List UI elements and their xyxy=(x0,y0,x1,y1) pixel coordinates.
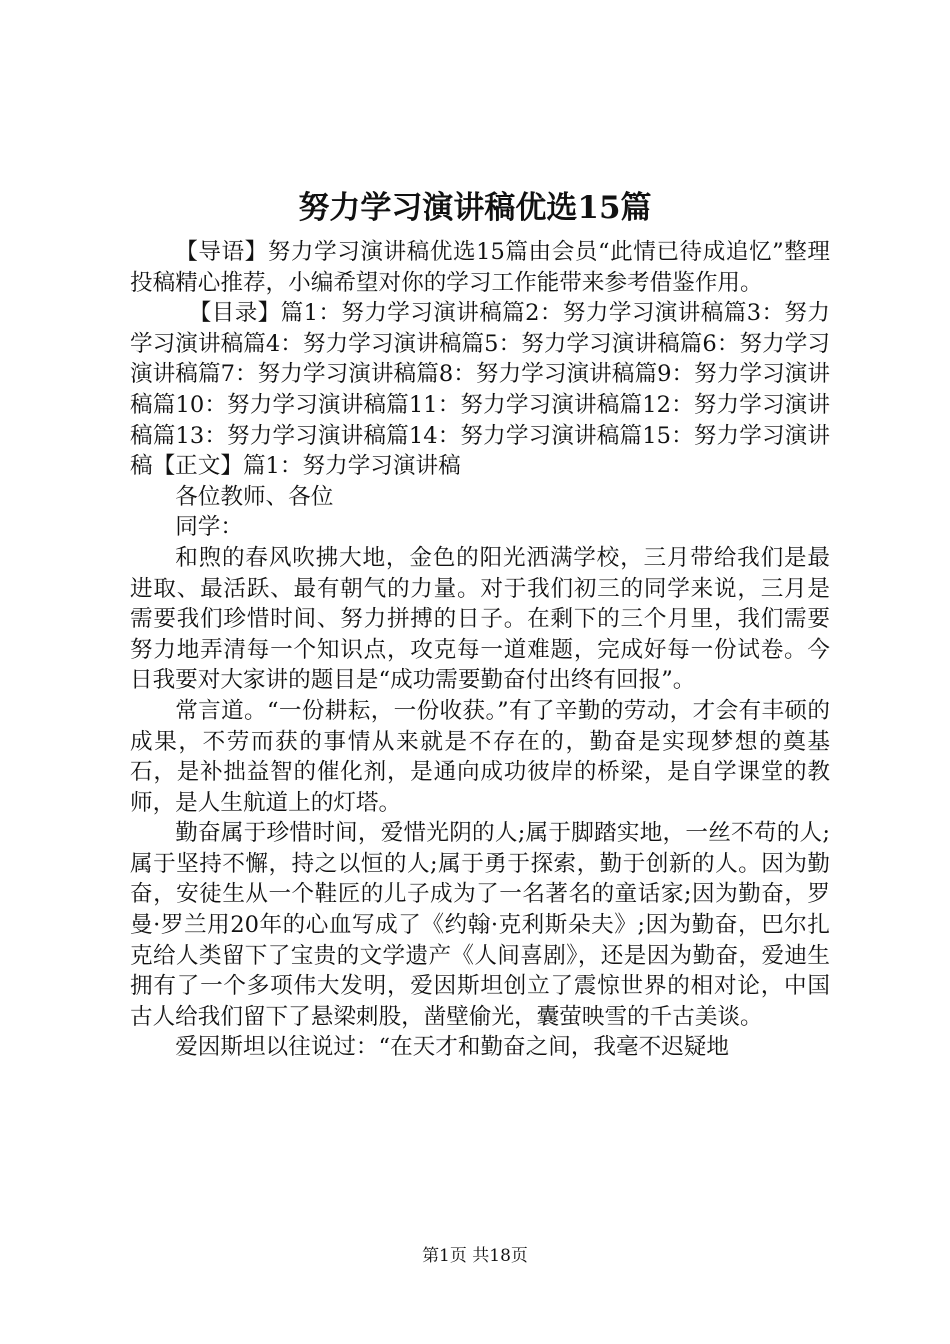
document-title: 努力学习演讲稿优选15篇 xyxy=(298,190,652,226)
intro-paragraph: 【导语】努力学习演讲稿优选15篇由会员“此情已待成追忆”整理投稿精心推荐，小编希望对你的学习工作能带来参考借鉴作用。 xyxy=(130,239,830,296)
page-number-footer: 第1页 共18页 xyxy=(422,1246,528,1266)
body-paragraph: 和煦的春风吹拂大地，金色的阳光洒满学校，三月带给我们是最进取、最活跃、最有朝气的力量。对于我们初三的同学来说，三月是需要我们珍惜时间、努力拼搏的日子。在剩下的三个月里，我们需要努力地弄清每一个知识点，攻克每一道难题，完成好每一份试卷。今日我要对大家讲的题目是“成功需要勤奋付出终有回报”。 xyxy=(130,544,830,694)
document-body xyxy=(130,237,830,1063)
toc-paragraph: 【目录】篇1：努力学习演讲稿篇2：努力学习演讲稿篇3：努力学习演讲稿篇4：努力学习演讲稿篇5：努力学习演讲稿篇6：努力学习演讲稿篇7：努力学习演讲稿篇8：努力学习演讲稿篇9：努力学习演讲稿篇10：努力学习演讲稿篇11：努力学习演讲稿篇12：努力学习演讲稿篇13：努力学习演讲稿篇14：努力学习演讲稿篇15：努力学习演讲稿【正文】篇1：努力学习演讲稿 xyxy=(130,300,830,480)
salutation-line-1: 各位教师、各位 xyxy=(175,483,334,510)
body-paragraph: 勤奋属于珍惜时间，爱惜光阴的人;属于脚踏实地，一丝不苟的人;属于坚持不懈，持之以恒的人;属于勇于探索，勤于创新的人。因为勤奋，安徒生从一个鞋匠的儿子成为了一名著名的童话家;因为勤奋，罗曼·罗兰用20年的心血写成了《约翰·克利斯朵夫》;因为勤奋，巴尔扎克给人类留下了宝贵的文学遗产《人间喜剧》，还是因为勤奋，爱迪生拥有了一个多项伟大发明，爱因斯坦创立了震惊世界的相对论，中国古人给我们留下了悬梁刺股，凿壁偷光，囊萤映雪的千古美谈。 xyxy=(130,820,830,1030)
salutation-line-2: 同学： xyxy=(175,514,243,541)
body-paragraph: 爱因斯坦以往说过：“在天才和勤奋之间，我毫不迟疑地 xyxy=(175,1034,729,1061)
body-paragraph: 常言道。“一份耕耘，一份收获。”有了辛勤的劳动，才会有丰硕的成果，不劳而获的事情从来就是不存在的，勤奋是实现梦想的奠基石，是补拙益智的催化剂，是通向成功彼岸的桥梁，是自学课堂的教师，是人生航道上的灯塔。 xyxy=(130,697,830,816)
